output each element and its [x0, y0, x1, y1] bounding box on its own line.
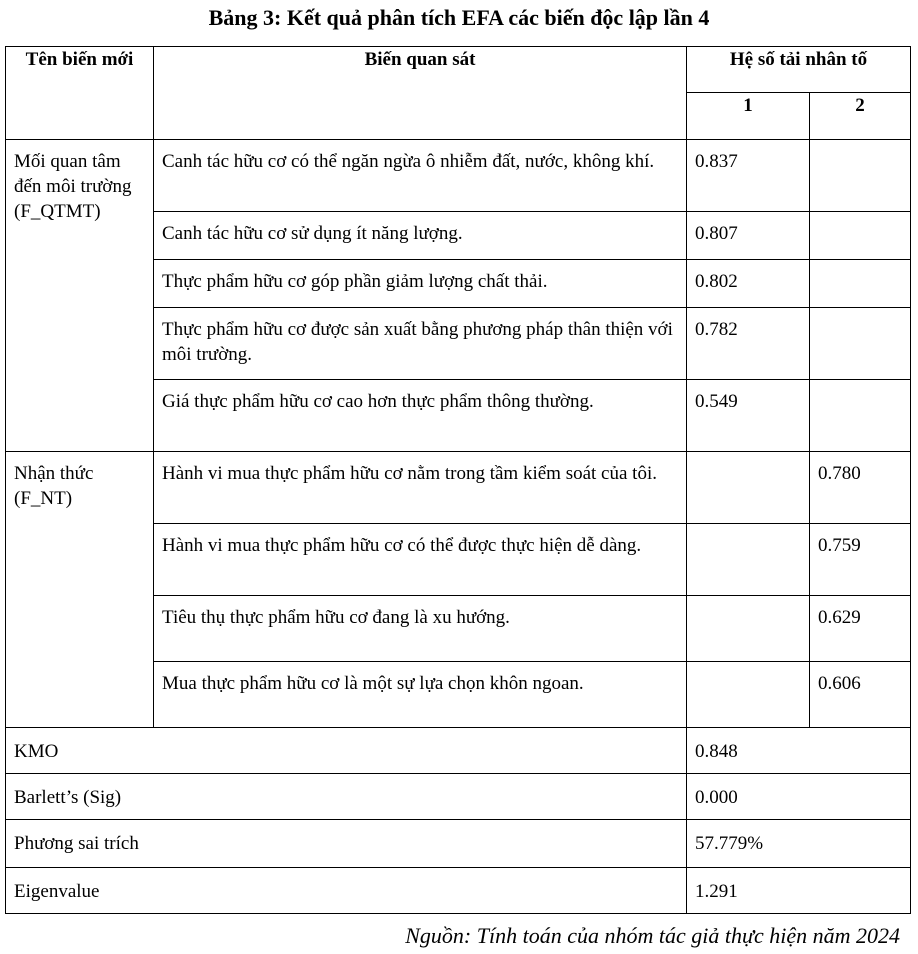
- stat-value: 1.291: [695, 881, 738, 902]
- factor-1-value: [687, 596, 809, 605]
- table-row: [6, 140, 911, 212]
- stat-row-kmo: [6, 728, 911, 774]
- group-name: Mối quan tâm đến môi trường (F_QTMT): [14, 151, 132, 222]
- efa-results-table: [5, 46, 911, 914]
- factor-2-value: 0.780: [818, 463, 861, 484]
- factor-2-value: [810, 212, 910, 221]
- page-title: Bảng 3: Kết quả phân tích EFA các biến độc lập lần 4: [208, 5, 710, 30]
- observed-variable-text: Mua thực phẩm hữu cơ là một sự lựa chọn khôn ngoan.: [162, 673, 584, 694]
- observed-variable-text: Thực phẩm hữu cơ góp phần giảm lượng chất thải.: [162, 271, 548, 292]
- factor-1-value: [687, 452, 809, 461]
- factor-2-value: 0.606: [818, 673, 861, 694]
- group-name: Nhận thức (F_NT): [14, 463, 94, 509]
- group-name-cell: [6, 140, 154, 452]
- factor-1-value: [687, 662, 809, 671]
- factor-2-value: [810, 308, 910, 317]
- header-observed-variable: Biến quan sát: [154, 47, 687, 140]
- stat-label: KMO: [14, 741, 59, 762]
- stat-label: Eigenvalue: [14, 881, 100, 902]
- stat-row-eigenvalue: [6, 868, 911, 914]
- stat-label: Phương sai trích: [14, 833, 139, 854]
- factor-1-value: 0.807: [695, 223, 738, 244]
- factor-1-value: 0.802: [695, 271, 738, 292]
- source-note: Nguồn: Tính toán của nhóm tác giả thực hiện năm 2024: [405, 923, 900, 948]
- observed-variable-text: Hành vi mua thực phẩm hữu cơ nằm trong tầm kiểm soát của tôi.: [162, 463, 657, 484]
- observed-variable-text: Thực phẩm hữu cơ được sản xuất bằng phương pháp thân thiện với môi trường.: [162, 319, 673, 365]
- stat-row-variance: [6, 820, 911, 868]
- factor-2-value: [810, 260, 910, 269]
- stat-value: 57.779%: [695, 833, 764, 854]
- observed-variable-text: Giá thực phẩm hữu cơ cao hơn thực phẩm thông thường.: [162, 391, 594, 412]
- table-row: [6, 452, 911, 524]
- factor-1-value: [687, 524, 809, 533]
- stat-row-barlett: [6, 774, 911, 820]
- stat-value: 0.848: [695, 741, 738, 762]
- factor-1-value: 0.549: [695, 391, 738, 412]
- header-factor-1: 1: [687, 93, 810, 140]
- observed-variable-text: Canh tác hữu cơ có thể ngăn ngừa ô nhiễm đất, nước, không khí.: [162, 151, 655, 172]
- observed-variable-text: Hành vi mua thực phẩm hữu cơ có thể được thực hiện dễ dàng.: [162, 535, 642, 556]
- factor-2-value: [810, 140, 910, 149]
- factor-2-value: 0.629: [818, 607, 861, 628]
- factor-2-value: 0.759: [818, 535, 861, 556]
- observed-variable-text: Tiêu thụ thực phẩm hữu cơ đang là xu hướng.: [162, 607, 510, 628]
- header-factor-2: 2: [810, 93, 911, 140]
- factor-1-value: 0.782: [695, 319, 738, 340]
- header-loading-factor: Hệ số tải nhân tố: [687, 47, 911, 93]
- factor-2-value: [810, 380, 910, 389]
- group-name-cell: [6, 452, 154, 728]
- header-new-variable: Tên biến mới: [6, 47, 154, 140]
- stat-value: 0.000: [695, 787, 738, 808]
- factor-1-value: 0.837: [695, 151, 738, 172]
- stat-label: Barlett’s (Sig): [14, 787, 122, 808]
- observed-variable-text: Canh tác hữu cơ sử dụng ít năng lượng.: [162, 223, 463, 244]
